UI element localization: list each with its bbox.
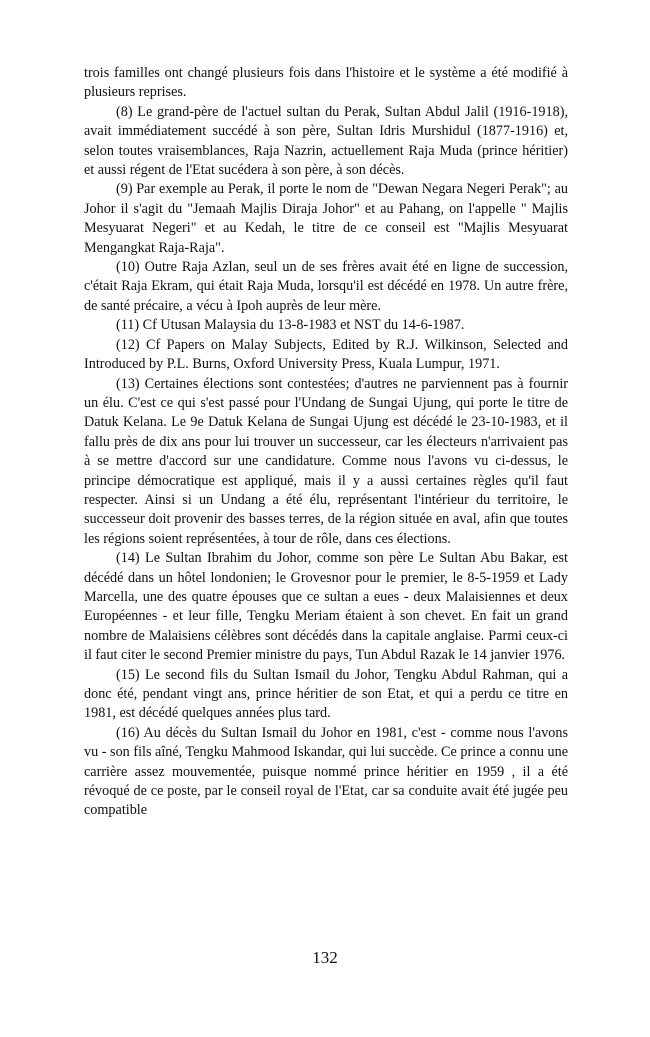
footnote-11: (11) Cf Utusan Malaysia du 13-8-1983 et NST du 14-6-1987. [116,317,465,334]
page-text-body [84,64,568,821]
footnote-8: (8) Le grand-père de l'actuel sultan du Perak, Sultan Abdul Jalil (1916-1918), avait immédiatement succédé à son père, Sultan Idris Murshidul (1877-1916) et, selon toutes vraisemblances, Raja Nazrin, actuellement Raja Muda (prince héritier) et aussi régent de l'Etat sucédera à son père, à son décès. [84,103,568,179]
footnote-16: (16) Au décès du Sultan Ismail du Johor en 1981, c'est - comme nous l'avons vu - son fils aîné, Tengku Mahmood Iskandar, qui lui succède. Ce prince a connu une carrière assez mouvementée, puisque nommé prince héritier en 1959 , il a été révoqué de ce poste, par le conseil royal de l'Etat, car sa conduite avait été jugée peu compatible [84,724,568,819]
footnote-13: (13) Certaines élections sont contestées; d'autres ne parviennent pas à fournir un élu. C'est ce qui s'est passé pour l'Undang de Sungai Ujung, qui porte le titre de Datuk Kelana. Le 9e Datuk Kelana de Sungai Ujung est décédé le 23-10-1983, et il fallu près de dix ans pour lui trouver un successeur, car les électeurs n'arrivaient pas à se mettre d'accord sur une candidature. Comme nous l'avons vu ci-dessus, le principe démocratique est appliqué, mais il y a aussi certaines règles qu'il faut respecter. Ainsi si un Undang a été élu, représentant l'intérieur du territoire, le successeur doit provenir des basses terres, de la région située en aval, afin que toutes les régions soient représentées, à tour de rôle, dans ces élections. [84,375,568,547]
footnote-14: (14) Le Sultan Ibrahim du Johor, comme son père Le Sultan Abu Bakar, est décédé dans un hôtel londonien; le Grovesnor pour le premier, le 8-5-1959 et Lady Marcella, une des quatre épouses que ce sultan a eues - deux Malaisiennes et deux Européennes - et leur fille, Tengku Meriam étaient à son chevet. En fait un grand nombre de Malaisiens célèbres sont décédés dans la capitale anglaise. Parmi ceux-ci il faut citer le second Premier ministre du pays, Tun Abdul Razak le 14 janvier 1976. [84,550,568,664]
footnote-9: (9) Par exemple au Perak, il porte le nom de "Dewan Negara Negeri Perak"; au Johor il s'agit du "Jemaah Majlis Diraja Johor" et au Pahang, on l'appelle " Majlis Mesyuarat Negeri" et au Kedah, le titre de ce conseil est "Majlis Mesyuarat Mengangkat Raja-Raja". [84,181,568,256]
footnote-15: (15) Le second fils du Sultan Ismail du Johor, Tengku Abdul Rahman, qui a donc été, pendant vingt ans, prince héritier de son Etat, et qui a perdu ce titre en 1981, est décédé quelques années plus tard. [84,666,568,722]
footnote-12: (12) Cf Papers on Malay Subjects, Edited by R.J. Wilkinson, Selected and Introduced by P.L. Burns, Oxford University Press, Kuala Lumpur, 1971. [84,336,568,373]
paragraph-continuation: trois familles ont changé plusieurs fois dans l'histoire et le système a été modifié à plusieurs reprises. [84,65,568,101]
footnote-10: (10) Outre Raja Azlan, seul un de ses frères avait été en ligne de succession, c'était Raja Ekram, qui était Raja Muda, lorsqu'il est décédé en 1978. Un autre frère, de santé précaire, a vécu à Ipoh auprès de leur mère. [84,259,568,314]
page-number: 132 [312,948,338,967]
